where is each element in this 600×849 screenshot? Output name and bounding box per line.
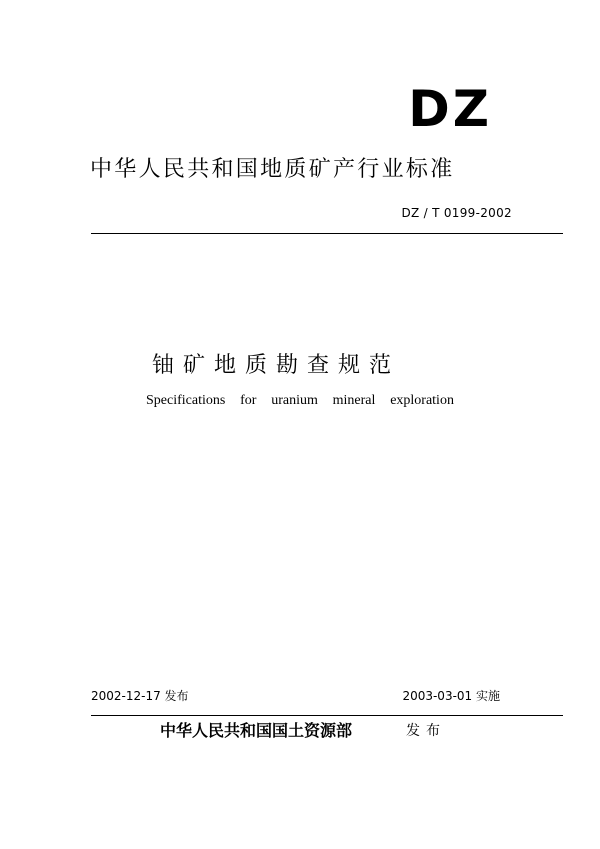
implementation-date: 2003-03-01 实施 — [402, 689, 500, 703]
document-title: 铀矿地质勘查规范 — [152, 353, 401, 378]
standard-category-title: 中华人民共和国地质矿产行业标准 — [90, 157, 455, 182]
standard-code: DZ / T 0199-2002 — [401, 206, 512, 220]
issue-date: 2002-12-17 发布 — [91, 689, 189, 703]
document-subtitle-english — [146, 394, 454, 408]
subtitle-word: mineral — [332, 393, 376, 408]
subtitle-word: exploration — [390, 393, 454, 408]
top-divider — [91, 233, 563, 234]
publisher-name: 中华人民共和国国土资源部 — [160, 721, 353, 740]
publish-label: 发布 — [406, 723, 446, 739]
bottom-divider — [91, 715, 563, 716]
subtitle-word: for — [240, 393, 257, 408]
subtitle-word: Specifications — [146, 393, 226, 408]
subtitle-word: uranium — [271, 393, 318, 408]
dz-logo: DZ — [408, 80, 492, 138]
